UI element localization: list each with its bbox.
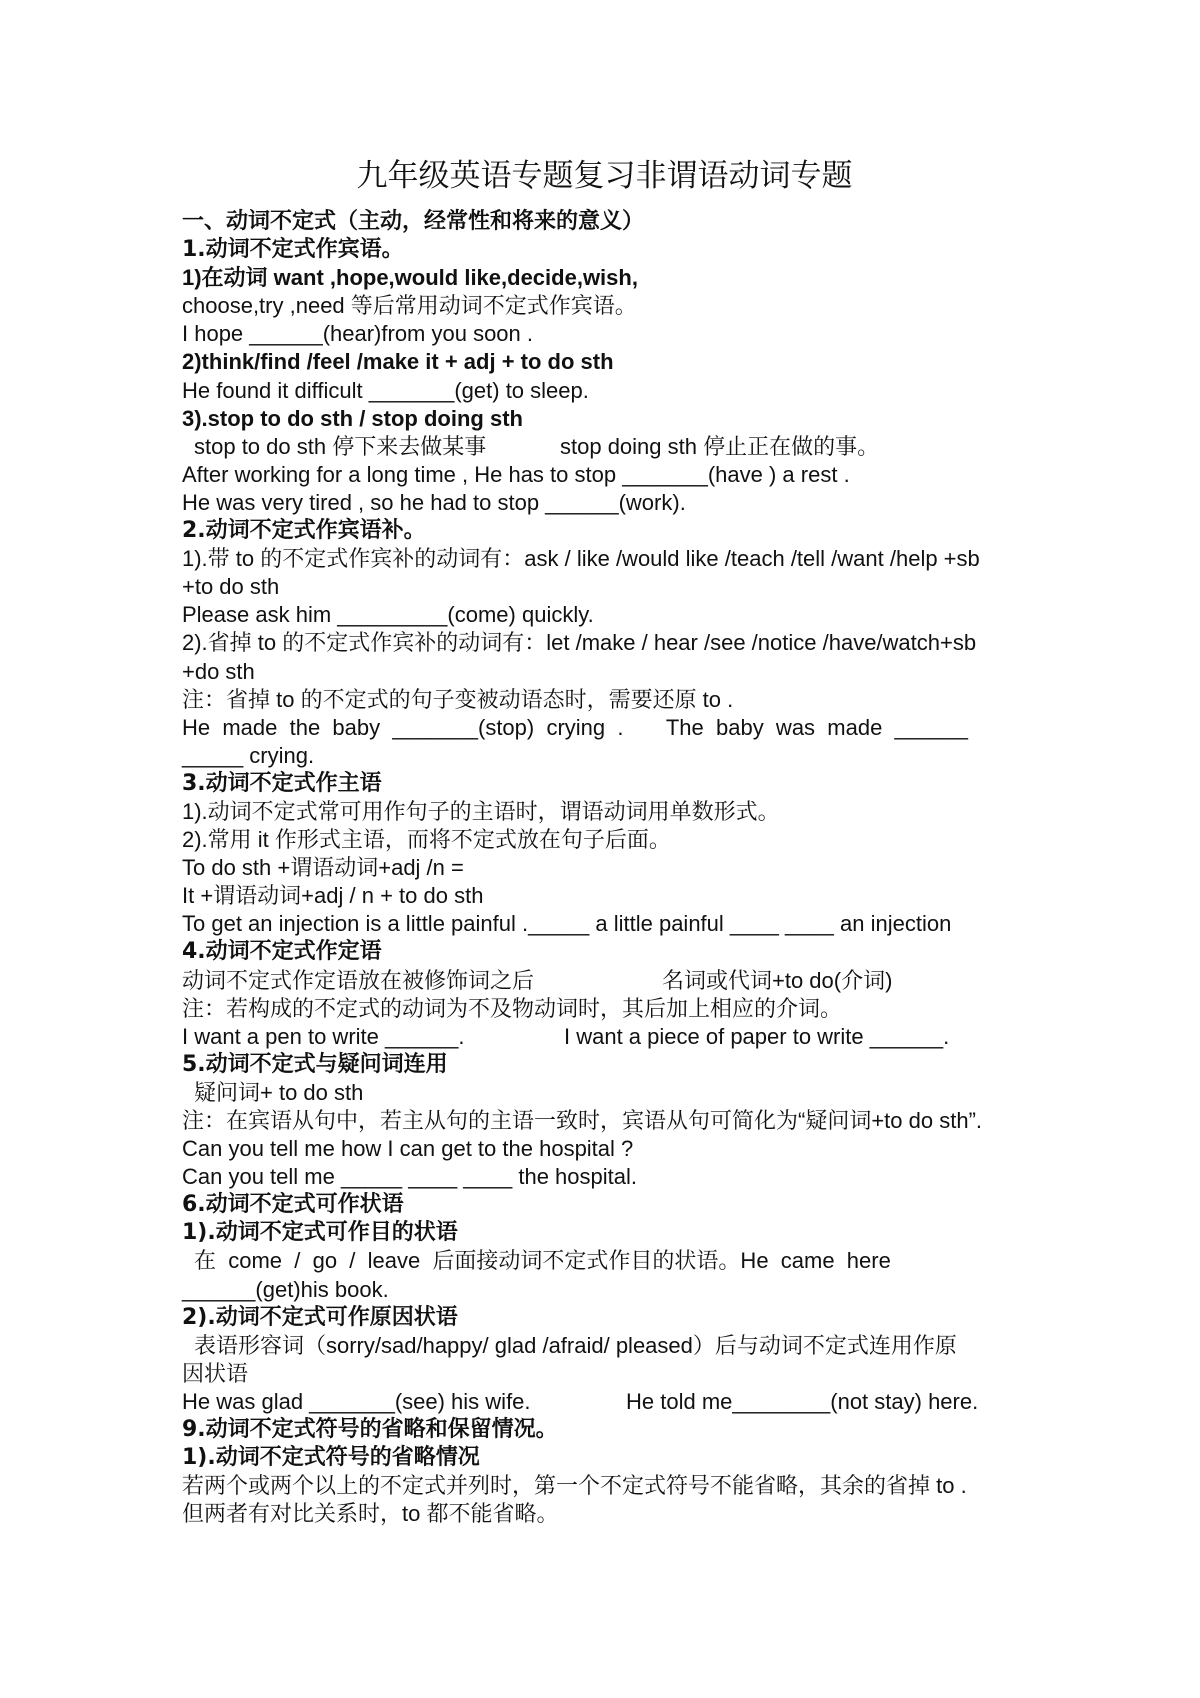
text-line: choose,try ,need 等后常用动词不定式作宾语。 <box>182 293 637 319</box>
note-line: 注：省掉 to 的不定式的句子变被动语态时，需要还原 to . <box>182 686 734 712</box>
subsection-heading: 5.动词不定式与疑问词连用 <box>182 1051 448 1077</box>
exercise-line: Can you tell me _____ ____ ____ the hospital. <box>182 1164 637 1190</box>
text-line: +to do sth <box>182 574 280 600</box>
subsection-heading: 1.动词不定式作宾语。 <box>182 237 404 263</box>
text-line <box>182 433 1047 461</box>
document-page <box>182 150 1047 1528</box>
subsection-heading: 4.动词不定式作定语 <box>182 939 382 965</box>
subsection-heading: 6.动词不定式可作状语 <box>182 1192 404 1218</box>
exercise-line: After working for a long time , He has to stop _______(have ) a rest . <box>182 461 850 487</box>
exercise-line <box>182 1388 1047 1416</box>
exercise-line: He found it difficult _______(get) to sleep. <box>182 377 589 403</box>
text-segment: I want a piece of paper to write ______. <box>564 1023 950 1049</box>
text-line: 但两者有对比关系时，to 都不能省略。 <box>182 1501 559 1527</box>
section-heading: 一、动词不定式（主动，经常性和将来的意义） <box>182 209 645 234</box>
text-line <box>182 967 1047 995</box>
subsection-heading: 3.动词不定式作主语 <box>182 770 382 796</box>
text-line: +do sth <box>182 658 255 684</box>
text-line: 2).省掉 to 的不定式作宾补的动词有：let /make / hear /see /notice /have/watch+sb <box>182 630 977 656</box>
subsection-heading: 2.动词不定式作宾语补。 <box>182 518 426 544</box>
text-line: To do sth +谓语动词+adj /n = <box>182 855 464 881</box>
text-segment: He told me________(not stay) here. <box>626 1388 979 1414</box>
rule-heading: 1)在动词 want ,hope,would like,decide,wish, <box>182 265 638 291</box>
note-line: 注：若构成的不定式的动词为不及物动词时，其后加上相应的介词。 <box>182 995 843 1021</box>
exercise-line: He was very tired , so he had to stop ______(work). <box>182 489 686 515</box>
note-line: 注：在宾语从句中，若主从句的主语一致时，宾语从句可简化为“疑问词+to do sth”. <box>182 1108 983 1133</box>
text-segment: 名词或代词+to do(介词) <box>662 967 893 993</box>
exercise-line: ______(get)his book. <box>182 1276 389 1302</box>
rule-heading: 2)think/find /feel /make it + adj + to do sth <box>182 349 614 375</box>
text-line: 1).带 to 的不定式作宾补的动词有：ask / like /would like /teach /tell /want /help +sb <box>182 546 980 572</box>
exercise-line: Please ask him _________(come) quickly. <box>182 602 594 628</box>
document-title: 九年级英语专题复习非谓语动词专题 <box>356 158 853 194</box>
exercise-line: _____ crying. <box>182 742 315 768</box>
text-line: 在 come / go / leave 后面接动词不定式作目的状语。He came here <box>194 1248 891 1274</box>
text-line: 因状语 <box>182 1360 249 1386</box>
text-line: 1).动词不定式常可用作句子的主语时，谓语动词用单数形式。 <box>182 798 780 824</box>
text-segment: stop to do sth 停下来去做某事 <box>194 433 487 459</box>
subsection-heading: 9.动词不定式符号的省略和保留情况。 <box>182 1417 558 1443</box>
exercise-line: I hope ______(hear)from you soon . <box>182 321 534 347</box>
exercise-line: Can you tell me how I can get to the hospital ? <box>182 1136 634 1162</box>
rule-heading: 3).stop to do sth / stop doing sth <box>182 405 523 431</box>
text-segment: I want a pen to write ______. <box>182 1023 465 1049</box>
text-line: It +谓语动词+adj / n + to do sth <box>182 883 484 909</box>
text-segment: 动词不定式作定语放在被修饰词之后 <box>182 967 535 993</box>
text-line: 2).常用 it 作形式主语，而将不定式放在句子后面。 <box>182 827 671 853</box>
rule-heading: 1).动词不定式可作目的状语 <box>182 1220 458 1246</box>
rule-heading: 2).动词不定式可作原因状语 <box>182 1304 458 1330</box>
rule-heading: 1).动词不定式符号的省略情况 <box>182 1445 480 1471</box>
text-segment: stop doing sth 停止正在做的事。 <box>560 433 880 459</box>
text-line: 若两个或两个以上的不定式并列时，第一个不定式符号不能省略，其余的省掉 to . <box>182 1473 967 1499</box>
text-segment: He was glad _______(see) his wife. <box>182 1388 531 1414</box>
text-line: 疑问词+ to do sth <box>194 1079 364 1105</box>
exercise-line: To get an injection is a little painful ._____ a little painful ____ ____ an injection <box>182 911 952 937</box>
exercise-line: He made the baby _______(stop) crying . The baby was made ______ <box>182 714 968 740</box>
text-line: 表语形容词（sorry/sad/happy/ glad /afraid/ pleased）后与动词不定式连用作原 <box>194 1332 957 1358</box>
exercise-line <box>182 1023 1047 1051</box>
